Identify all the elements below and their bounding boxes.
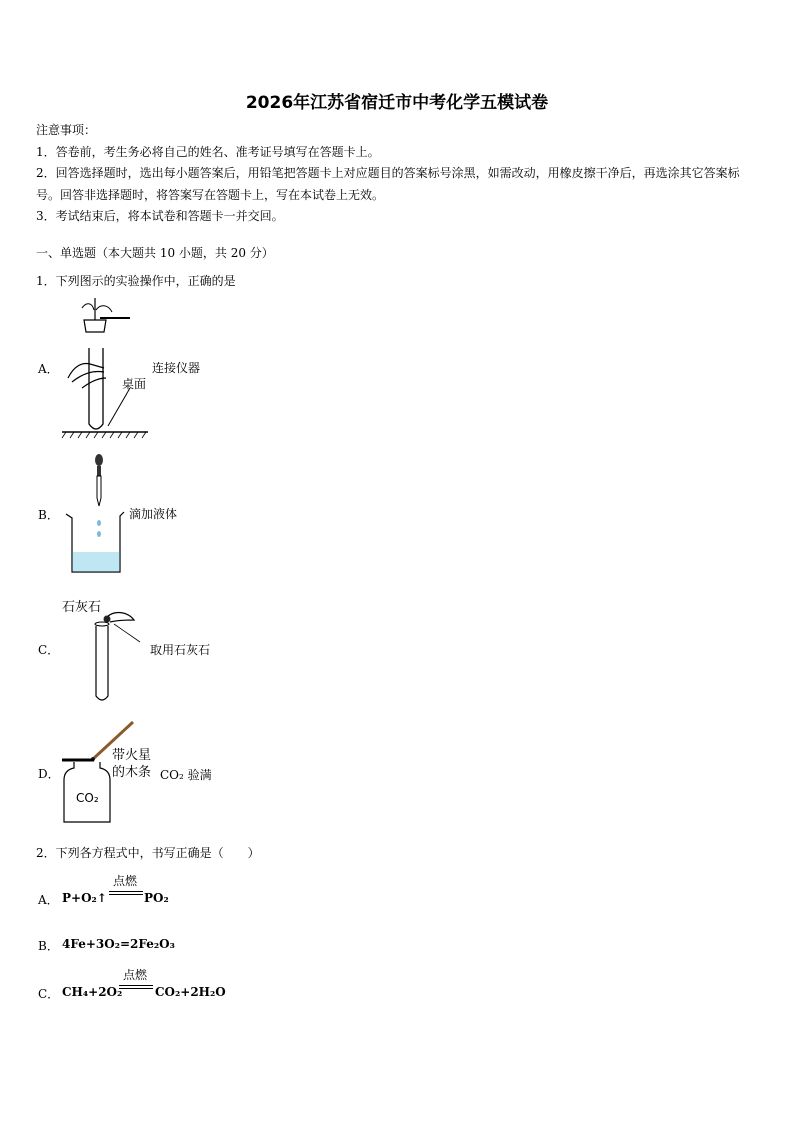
q1-option-b-caption: 滴加液体	[129, 507, 178, 521]
q1-option-a-caption: 连接仪器	[152, 361, 201, 375]
page-title: 2026年江苏省宿迁市中考化学五模试卷	[245, 93, 549, 113]
section-heading: 一、单选题（本大题共 10 小题，共 20 分）	[36, 246, 274, 260]
notice-heading: 注意事项：	[36, 123, 97, 137]
q1-option-c-letter: C．	[38, 643, 60, 657]
q1-option-d-splint-label-1: 带火星	[112, 748, 152, 763]
question-2-stem: 2．下列各方程式中，书写正确是（ ）	[36, 846, 260, 860]
q1-option-d-bottle-label: CO₂	[76, 791, 99, 805]
notice-item-2: 2．回答选择题时，选出每小题答案后，用铅笔把答题卡上对应题目的答案标号涂黑，如需改动，用橡皮擦干净后，再选涂其它答案标号。回答非选择题时，将答案写在答题卡上，写在本试卷上无效。	[36, 166, 740, 202]
q1-option-d-splint-label-2: 的木条	[112, 765, 152, 780]
notice-block	[36, 120, 761, 228]
q1-option-a-letter: A．	[38, 362, 59, 376]
q2-option-c-reactants: CH₄+2O₂	[62, 985, 123, 999]
q2-option-a-products: PO₂	[144, 891, 169, 905]
q2-option-a-condition: 点燃	[112, 874, 137, 888]
q2-option-c-letter: C．	[38, 987, 60, 1001]
notice-item-3: 3．考试结束后，将本试卷和答题卡一并交回。	[36, 209, 284, 223]
q1-option-c-limestone-label: 石灰石	[62, 600, 102, 615]
q1-option-c-caption: 取用石灰石	[150, 643, 211, 657]
question-1-stem: 1．下列图示的实验操作中，正确的是	[36, 274, 236, 288]
q2-option-c-condition: 点燃	[122, 968, 147, 982]
q2-option-a-equals-sign	[109, 891, 143, 895]
q2-option-b-letter: B．	[38, 939, 59, 953]
q2-option-a-letter: A．	[38, 893, 59, 907]
limestone-test-tube-illustration	[88, 608, 148, 704]
q2-option-a-reactants: P+O₂↑	[62, 891, 107, 905]
q2-option-c-equals-sign	[119, 985, 153, 989]
q1-option-b-letter: B．	[38, 508, 59, 522]
q1-option-a-desk-label: 桌面	[122, 377, 147, 391]
q2-option-c-products: CO₂+2H₂O	[155, 985, 226, 999]
q2-option-b-equation: 4Fe+3O₂=2Fe₂O₃	[62, 937, 175, 951]
dropper-beaker-illustration	[62, 450, 132, 576]
q1-option-d-caption: CO₂ 验满	[160, 768, 212, 782]
q1-option-d-letter: D．	[38, 767, 60, 781]
notice-item-1: 1．答卷前，考生务必将自己的姓名、准考证号填写在答题卡上。	[36, 144, 380, 159]
